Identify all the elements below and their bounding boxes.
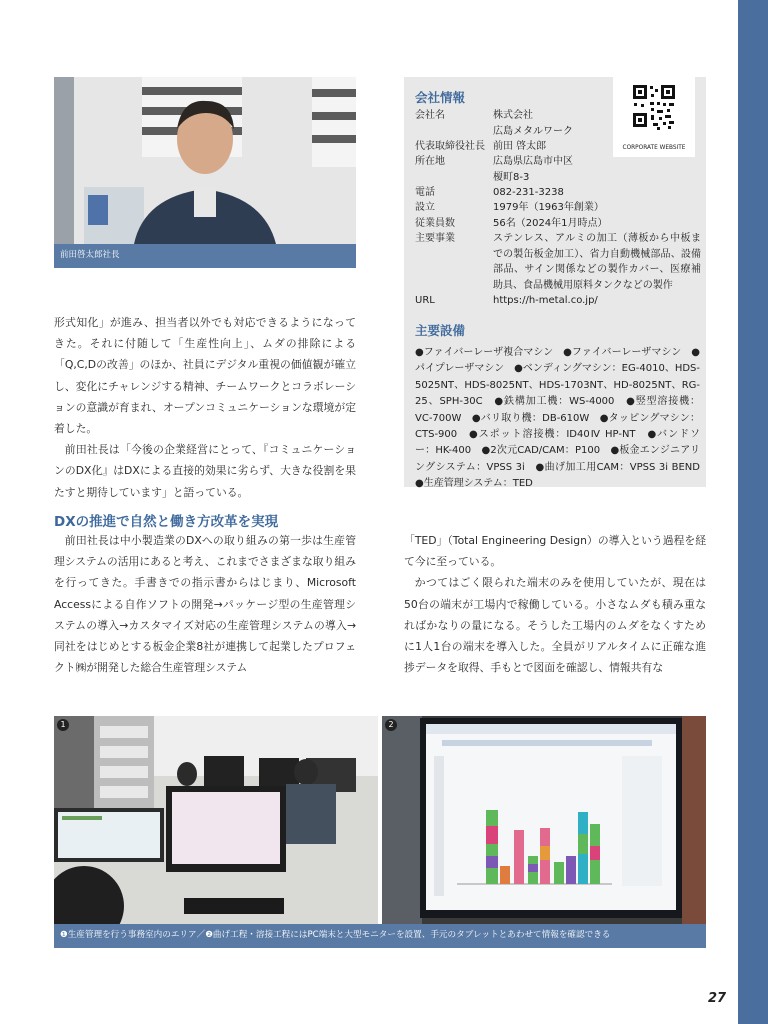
page-side-band	[738, 0, 768, 1024]
company-info-title: 会社情報	[415, 90, 466, 105]
article-paragraph: 前田社長は「今後の企業経営にとって、『コミュニケーションのDX化』はDXによる直接的効果に劣らず、大きな役割を果たすと期待しています」と語っている。	[54, 443, 356, 499]
photo-number-1: 1	[57, 719, 69, 731]
office-photo	[54, 716, 378, 924]
equipment-title: 主要設備	[415, 323, 466, 338]
article-paragraph: 前田社長は中小製造業のDXへの取り組みの第一歩は生産管理システムの活用にあると考え、これまでさまざまな取り組みを行ってきた。手書きでの指示書からはじまり、Microsoft Accessによる自作ソフトの開発→パッケージ型の生産管理システムの導入→カスタマイズ対応の生産管理システムの導入→同社をはじめとする板金企業8社が連携して起業したプロフェクト㈱が開発した総合生産管理システム	[54, 534, 356, 675]
article-paragraph: 形式知化」が進み、担当者以外でも対応できるようになってきた。それに付随して「生産性向上」、ムダの排除による「Q,C,Dの改善」のほか、社員にデジタル重視の価値観が確立し、変化にチャレンジする精神、チームワークとコラボレーションの意識が育まれ、オープンコミュニケーションな環境が定着した。	[54, 316, 356, 436]
article-paragraph: かつてはごく限られた端末のみを使用していたが、現在は50台の端末が工場内で稼働している。小さなムダも積み重なればかなりの量になる。そうした工場内のムダをなくすために1人1台の端末を導入した。全員がリアルタイムに正確な進捗データを取得、手もとで図面を確認し、情報共有な	[404, 576, 706, 675]
photos-caption: ❶生産管理を行う事務室内のエリア／❷曲げ工程・溶接工程にはPC端末と大型モニターを設置、手元のタブレットとあわせて情報を確認できる	[54, 924, 706, 948]
portrait-caption: 前田啓太郎社長	[54, 244, 356, 268]
photo-number-2: 2	[385, 719, 397, 731]
page-number: 27	[708, 991, 727, 1006]
qr-code-icon	[613, 77, 695, 157]
company-url-link[interactable]: https://h-metal.co.jp/	[493, 295, 598, 306]
section-heading: DXの推進で自然と働き方改革を実現	[54, 514, 279, 530]
company-info-panel: 会社情報 CORPORATE WEBSITE 会社名 株式会社 広島メタルワーク 代表取締役社長 前田 啓太郎 所在地 広島県広島市中区 榎町8-3 電話 082-231-3238 設立 1979年（1963年創業） 従業員数 56名（2024年1月時点） 主要事業 ステンレス、アルミの加工（薄板から中板までの製缶板金加工）、省力自動機械部品、設備部品、サイン関係などの製作カバー、医療補助具、食品機械用原料タンクなどの製作 URL https://h-metal.co.jp/ 主要設備 ●ファイバーレーザ複合マシン ●ファイバーレーザマシン ●パイプレーザマシン ●ベンディングマシン：EG-4010、HDS-5025NT、HDS-8025NT、HDS-1703NT、HD-8025NT、RG-25、SPH-30C ●鉄構加工機：WS-4000 ●竪型溶接機：VC-700W ●バリ取り機：DB-610W ●タッピングマシン：CTS-900 ●スポット溶接機：ID40Ⅳ HP-NT ●バンドソー：HK-400 ●2次元CAD/CAM：P100 ●板金エンジニアリングシステム：VPSS 3i ●曲げ加工用CAM：VPSS 3i BEND ●生産管理システム：TED	[404, 77, 706, 487]
article-left-column	[54, 530, 356, 678]
article-paragraph: 「TED」（Total Engineering Design）の導入という過程を経て今に至っている。	[404, 534, 706, 569]
article-right-column	[404, 530, 706, 678]
qr-code	[613, 77, 695, 157]
qr-label: CORPORATE WEBSITE	[622, 145, 686, 151]
portrait-photo	[54, 77, 356, 244]
equipment-list: ●ファイバーレーザ複合マシン ●ファイバーレーザマシン ●パイプレーザマシン ●ベンディングマシン：EG-4010、HDS-5025NT、HDS-8025NT、HDS-1703NT、HD-8025NT、RG-25、SPH-30C ●鉄構加工機：WS-4000 ●竪型溶接機：VC-700W ●バリ取り機：DB-610W ●タッピングマシン：CTS-900 ●スポット溶接機：ID40Ⅳ HP-NT ●バンドソー：HK-400 ●2次元CAD/CAM：P100 ●板金エンジニアリングシステム：VPSS 3i ●曲げ加工用CAM：VPSS 3i BEND ●生産管理システム：TED	[415, 347, 710, 490]
article-upper	[54, 312, 356, 503]
factory-photo	[382, 716, 706, 924]
